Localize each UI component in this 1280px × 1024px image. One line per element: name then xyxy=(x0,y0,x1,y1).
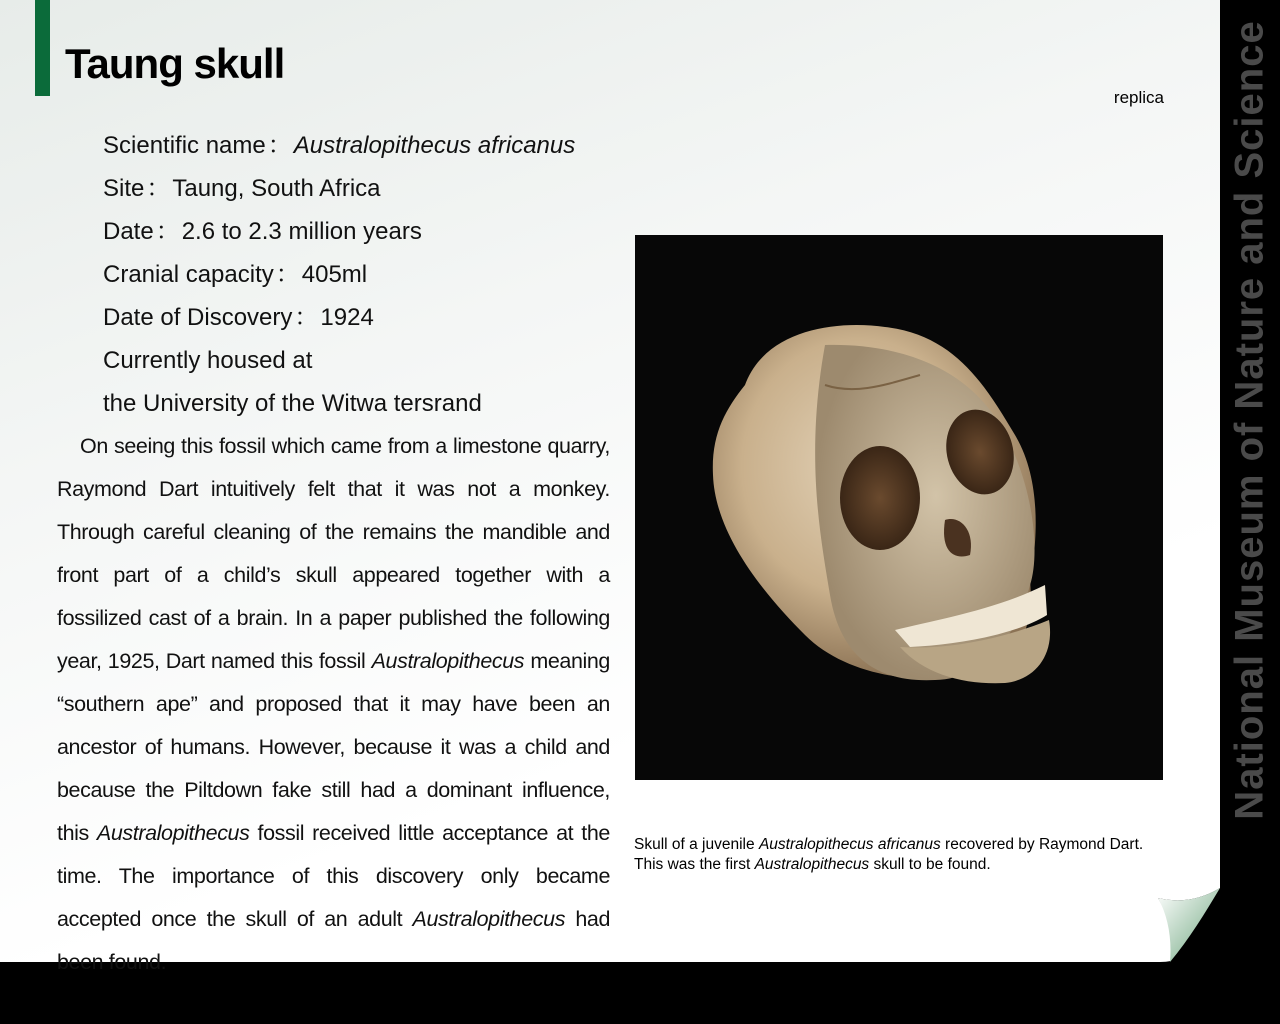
museum-name: National Museum of Nature and Science xyxy=(1227,20,1272,820)
fact-housed-line-1: Currently housed at xyxy=(103,347,313,374)
page-title: Taung skull xyxy=(65,40,285,87)
skull-illustration xyxy=(635,235,1163,780)
page-curl-decoration xyxy=(1150,888,1220,962)
fact-list xyxy=(103,124,575,425)
caption-line-2: This was the first Australopithecus skull to be found. xyxy=(634,856,991,873)
caption-line-1: Skull of a juvenile Australopithecus africanus recovered by Raymond Dart. xyxy=(634,836,1144,853)
title-accent-bar xyxy=(35,0,50,96)
description-paragraph: On seeing this fossil which came from a limestone quarry, Raymond Dart intuitively felt that it was not a monkey. Through careful cleaning of the remains the mandible and front part of a child’s skull appeared together with a fossilized cast of a brain. In a paper published the following year, 1925, Dart named this fossil Australopithecus meaning “southern ape” and proposed that it may have been an ancestor of humans. However, because it was a child and because the Piltdown fake still had a dominant influence, this Australopithecus fossil received little acceptance at the time. The importance of this discovery only became accepted once the skull of an adult Australopithecus had been found. xyxy=(57,434,610,974)
fact-site: Site：Taung, South Africa xyxy=(103,175,381,202)
fact-scientific-name: Scientific name：Australopithecus africanus xyxy=(103,132,576,159)
photo-caption xyxy=(634,835,1179,875)
fact-cranial-capacity: Cranial capacity：405ml xyxy=(103,261,368,288)
fact-date: Date：2.6 to 2.3 million years xyxy=(103,218,422,245)
replica-label: replica xyxy=(1113,88,1164,107)
fact-date-of-discovery: Date of Discovery：1924 xyxy=(103,304,374,331)
fact-housed-line-2: the University of the Witwa tersrand xyxy=(103,390,482,417)
skull-photo xyxy=(635,235,1163,780)
